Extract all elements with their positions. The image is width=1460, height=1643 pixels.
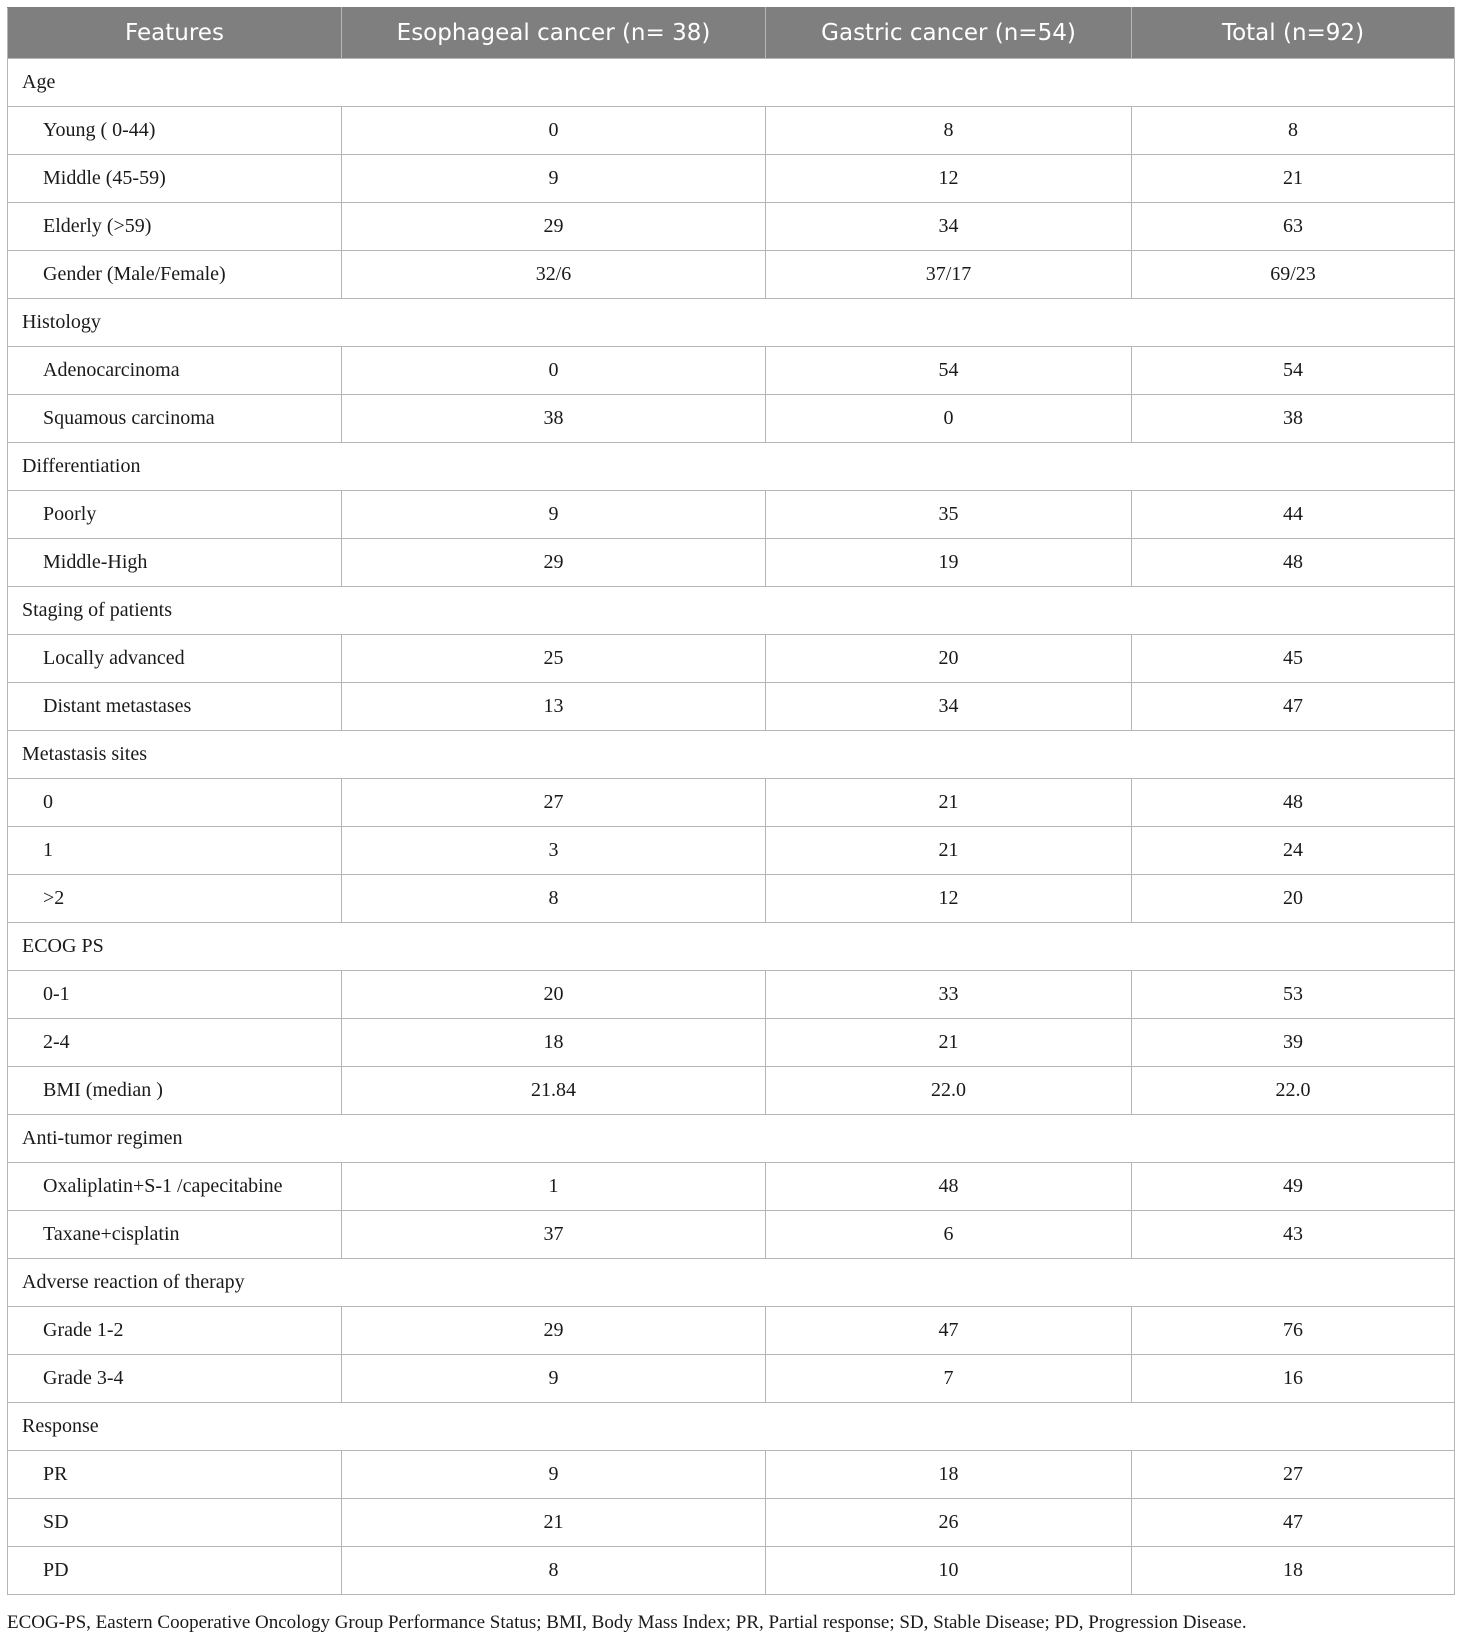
gastric-value: 12: [766, 155, 1132, 203]
row-label: Adenocarcinoma: [8, 347, 342, 395]
total-value: 54: [1132, 347, 1455, 395]
esophageal-value: 9: [342, 1451, 766, 1499]
esophageal-value: 21.84: [342, 1067, 766, 1115]
row-label: PR: [8, 1451, 342, 1499]
header-gastric: Gastric cancer (n=54): [766, 8, 1132, 59]
total-value: 16: [1132, 1355, 1455, 1403]
row-label: Taxane+cisplatin: [8, 1211, 342, 1259]
total-value: 39: [1132, 1019, 1455, 1067]
esophageal-value: 1: [342, 1163, 766, 1211]
gastric-value: 54: [766, 347, 1132, 395]
group-label: ECOG PS: [8, 923, 1455, 971]
gastric-value: 12: [766, 875, 1132, 923]
total-value: 47: [1132, 1499, 1455, 1547]
row-label: PD: [8, 1547, 342, 1595]
group-label: Metastasis sites: [8, 731, 1455, 779]
row-label: 0: [8, 779, 342, 827]
header-features: Features: [8, 8, 342, 59]
table-row: [8, 1019, 1455, 1067]
group-row: [8, 1259, 1455, 1307]
esophageal-value: 9: [342, 1355, 766, 1403]
table-row: [8, 1163, 1455, 1211]
table-row: [8, 1547, 1455, 1595]
total-value: 48: [1132, 779, 1455, 827]
gastric-value: 22.0: [766, 1067, 1132, 1115]
esophageal-value: 29: [342, 539, 766, 587]
group-label: Adverse reaction of therapy: [8, 1259, 1455, 1307]
table-row: [8, 347, 1455, 395]
group-label: Response: [8, 1403, 1455, 1451]
total-value: 38: [1132, 395, 1455, 443]
gastric-value: 48: [766, 1163, 1132, 1211]
table-row: [8, 971, 1455, 1019]
total-value: 24: [1132, 827, 1455, 875]
group-label: Age: [8, 59, 1455, 107]
esophageal-value: 9: [342, 155, 766, 203]
gastric-value: 21: [766, 1019, 1132, 1067]
total-value: 18: [1132, 1547, 1455, 1595]
table-row: [8, 1355, 1455, 1403]
gastric-value: 18: [766, 1451, 1132, 1499]
esophageal-value: 8: [342, 875, 766, 923]
total-value: 22.0: [1132, 1067, 1455, 1115]
group-row: [8, 299, 1455, 347]
gastric-value: 7: [766, 1355, 1132, 1403]
group-label: Staging of patients: [8, 587, 1455, 635]
header-esophageal: Esophageal cancer (n= 38): [342, 8, 766, 59]
gastric-value: 34: [766, 683, 1132, 731]
group-row: [8, 1115, 1455, 1163]
esophageal-value: 13: [342, 683, 766, 731]
gastric-value: 34: [766, 203, 1132, 251]
gastric-value: 35: [766, 491, 1132, 539]
table-footnote: ECOG-PS, Eastern Cooperative Oncology Group Performance Status; BMI, Body Mass Index; PR, Partial response; SD, Stable Disease; PD, Progression Disease.: [7, 1612, 1247, 1633]
row-label: 0-1: [8, 971, 342, 1019]
total-value: 45: [1132, 635, 1455, 683]
row-label: Gender (Male/Female): [8, 251, 342, 299]
group-row: [8, 59, 1455, 107]
table-body: [8, 59, 1455, 1595]
table-row: [8, 539, 1455, 587]
total-value: 48: [1132, 539, 1455, 587]
group-row: [8, 923, 1455, 971]
table-row: [8, 491, 1455, 539]
gastric-value: 21: [766, 779, 1132, 827]
total-value: 20: [1132, 875, 1455, 923]
esophageal-value: 0: [342, 347, 766, 395]
esophageal-value: 9: [342, 491, 766, 539]
table-row: [8, 1307, 1455, 1355]
gastric-value: 10: [766, 1547, 1132, 1595]
row-label: Middle-High: [8, 539, 342, 587]
row-label: Locally advanced: [8, 635, 342, 683]
total-value: 43: [1132, 1211, 1455, 1259]
group-row: [8, 731, 1455, 779]
row-label: Poorly: [8, 491, 342, 539]
group-row: [8, 1403, 1455, 1451]
table-row: [8, 635, 1455, 683]
row-label: >2: [8, 875, 342, 923]
row-label: Squamous carcinoma: [8, 395, 342, 443]
group-label: Anti-tumor regimen: [8, 1115, 1455, 1163]
total-value: 44: [1132, 491, 1455, 539]
row-label: Oxaliplatin+S-1 /capecitabine: [8, 1163, 342, 1211]
esophageal-value: 3: [342, 827, 766, 875]
total-value: 53: [1132, 971, 1455, 1019]
esophageal-value: 0: [342, 107, 766, 155]
table-row: [8, 155, 1455, 203]
total-value: 8: [1132, 107, 1455, 155]
table-row: [8, 251, 1455, 299]
total-value: 21: [1132, 155, 1455, 203]
esophageal-value: 29: [342, 1307, 766, 1355]
table-header-row: [8, 8, 1455, 59]
esophageal-value: 27: [342, 779, 766, 827]
table-row: [8, 683, 1455, 731]
esophageal-value: 25: [342, 635, 766, 683]
gastric-value: 19: [766, 539, 1132, 587]
row-label: Middle (45-59): [8, 155, 342, 203]
group-label: Differentiation: [8, 443, 1455, 491]
esophageal-value: 37: [342, 1211, 766, 1259]
table-row: [8, 875, 1455, 923]
group-row: [8, 443, 1455, 491]
row-label: SD: [8, 1499, 342, 1547]
gastric-value: 37/17: [766, 251, 1132, 299]
row-label: 1: [8, 827, 342, 875]
table-container: [7, 7, 1454, 1595]
esophageal-value: 18: [342, 1019, 766, 1067]
total-value: 27: [1132, 1451, 1455, 1499]
gastric-value: 20: [766, 635, 1132, 683]
total-value: 63: [1132, 203, 1455, 251]
esophageal-value: 21: [342, 1499, 766, 1547]
esophageal-value: 38: [342, 395, 766, 443]
esophageal-value: 29: [342, 203, 766, 251]
group-row: [8, 587, 1455, 635]
gastric-value: 21: [766, 827, 1132, 875]
group-label: Histology: [8, 299, 1455, 347]
row-label: Young ( 0-44): [8, 107, 342, 155]
gastric-value: 8: [766, 107, 1132, 155]
row-label: BMI (median ): [8, 1067, 342, 1115]
gastric-value: 33: [766, 971, 1132, 1019]
table-row: [8, 1499, 1455, 1547]
row-label: Elderly (>59): [8, 203, 342, 251]
gastric-value: 0: [766, 395, 1132, 443]
esophageal-value: 20: [342, 971, 766, 1019]
table-row: [8, 779, 1455, 827]
gastric-value: 6: [766, 1211, 1132, 1259]
total-value: 76: [1132, 1307, 1455, 1355]
table-row: [8, 1067, 1455, 1115]
esophageal-value: 8: [342, 1547, 766, 1595]
table-row: [8, 395, 1455, 443]
table-row: [8, 107, 1455, 155]
row-label: Grade 1-2: [8, 1307, 342, 1355]
esophageal-value: 32/6: [342, 251, 766, 299]
patient-characteristics-table: [7, 7, 1455, 1595]
table-row: [8, 827, 1455, 875]
row-label: 2-4: [8, 1019, 342, 1067]
total-value: 49: [1132, 1163, 1455, 1211]
table-row: [8, 203, 1455, 251]
gastric-value: 26: [766, 1499, 1132, 1547]
table-row: [8, 1451, 1455, 1499]
total-value: 47: [1132, 683, 1455, 731]
header-total: Total (n=92): [1132, 8, 1455, 59]
table-row: [8, 1211, 1455, 1259]
row-label: Grade 3-4: [8, 1355, 342, 1403]
row-label: Distant metastases: [8, 683, 342, 731]
total-value: 69/23: [1132, 251, 1455, 299]
gastric-value: 47: [766, 1307, 1132, 1355]
